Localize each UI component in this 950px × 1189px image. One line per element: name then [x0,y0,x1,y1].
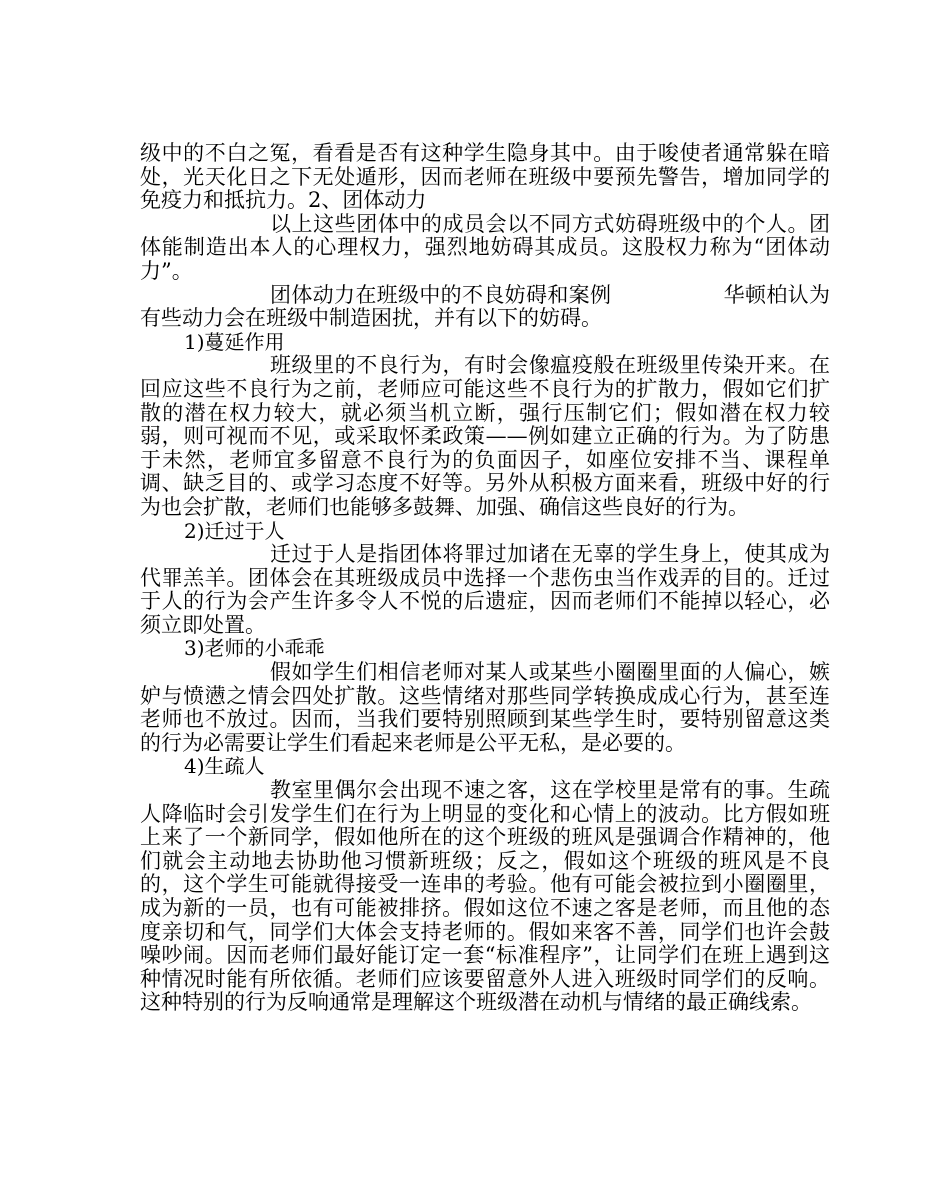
section-heading-teachers-pet: 3)老师的小乖乖 [184,636,325,661]
paragraph-dynamics-cases-title: 团体动力在班级中的不良妨碍和案例 [270,282,612,307]
section-heading-stranger: 4)生疏人 [184,754,265,779]
document-page [140,142,830,1015]
paragraph-group-dynamics: 以上这些团体中的成员会以不同方式妨碍班级中的个人。团体能制造出本人的心理权力，强烈地妨碍其成员。这股权力称为“团体动力”。 [140,211,830,283]
paragraph-stranger: 教室里偶尔会出现不速之客，这在学校里是常有的事。生疏人降临时会引发学生们在行为上明显的变化和心情上的波动。比方假如班上来了一个新同学，假如他所在的这个班级的班风是强调合作精神的，他们就会主动地去协助他习惯新班级；反之，假如这个班级的班风是不良的，这个学生可能就得接受一连串的考验。他有可能会被拉到小圈圈里，成为新的一员，也有可能被排挤。假如这位不速之客是老师，而且他的态度亲切和气，同学们大体会支持老师的。假如来客不善，同学们也许会鼓噪吵闹。因而老师们最好能订定一套“标准程序”，让同学们在班上遇到这种情况时能有所依循。老师们应该要留意外人进入班级时同学们的反响。这种特别的行为反响通常是理解这个班级潜在动机与情绪的最正确线索。 [140,778,830,1015]
paragraph-teachers-pet: 假如学生们相信老师对某人或某些小圈圈里面的人偏心，嫉妒与愤懑之情会四处扩散。这些情绪对那些同学转换成成心行为，甚至连老师也不放过。因而，当我们要特别照顾到某些学生时，要特别留意这类的行为必需要让学生们看起来老师是公平无私，是必要的。 [140,660,830,755]
paragraph-intro: 级中的不白之冤，看看是否有这种学生隐身其中。由于唆使者通常躲在暗处，光天化日之下无处遁形，因而老师在班级中要预先警告，增加同学的免疫力和抵抗力。2、团体动力 [140,141,830,213]
paragraph-dynamics-cases-body: 华顿柏认为有些动力会在班级中制造困扰，并有以下的妨碍。 [140,282,831,331]
paragraph-spread: 班级里的不良行为，有时会像瘟疫般在班级里传染开来。在回应这些不良行为之前，老师应可能这些不良行为的扩散力，假如它们扩散的潜在权力较大，就必须当机立断，强行压制它们；假如潜在权力较弱，则可视而不见，或采取怀柔政策——例如建立正确的行为。为了防患于未然，老师宜多留意不良行为的负面因子，如座位安排不当、课程单调、缺乏目的、或学习态度不好等。另外从积极方面来看，班级中好的行为也会扩散，老师们也能够多鼓舞、加强、确信这些良好的行为。 [140,353,830,519]
section-heading-scapegoat: 2)迁过于人 [184,518,285,543]
paragraph-dynamics-cases [140,284,830,331]
section-heading-spread: 1)蔓延作用 [184,329,285,354]
paragraph-scapegoat: 迁过于人是指团体将罪过加诸在无辜的学生身上，使其成为代罪羔羊。团体会在其班级成员中选择一个悲伤虫当作戏弄的目的。迁过于人的行为会产生许多令人不悦的后遗症，因而老师们不能掉以轻心，必须立即处置。 [140,542,830,637]
